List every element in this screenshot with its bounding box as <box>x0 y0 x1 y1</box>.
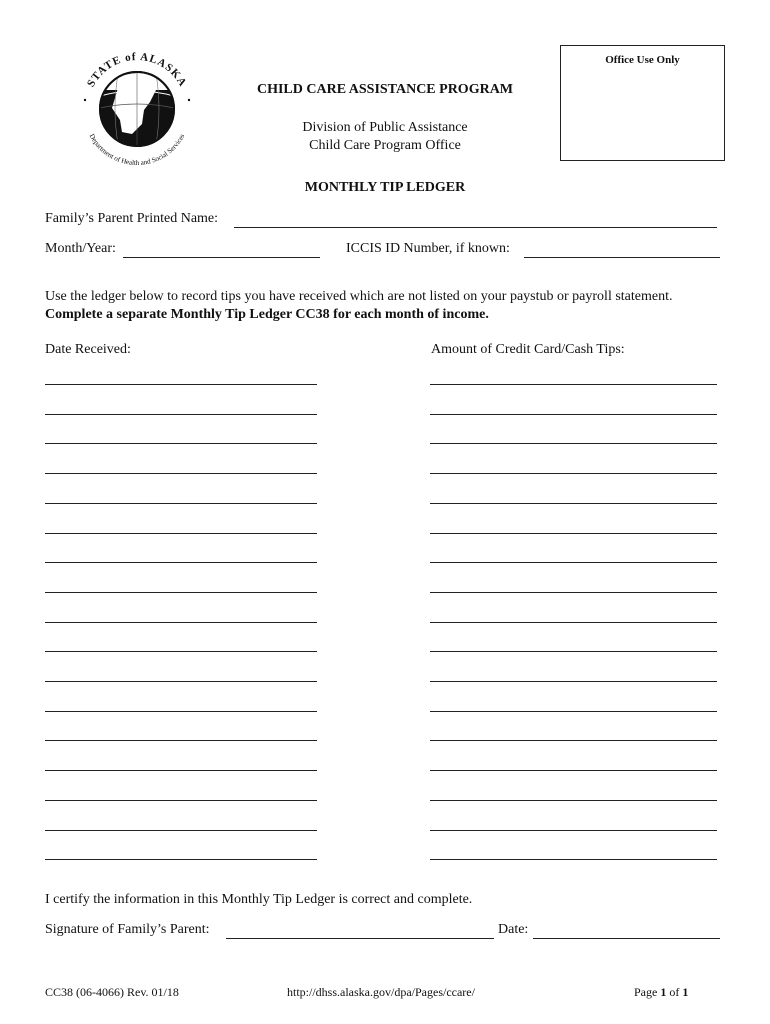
date-received-header: Date Received: <box>45 342 131 357</box>
tip-amount-line[interactable] <box>430 562 717 563</box>
date-received-line[interactable] <box>45 533 317 534</box>
tip-amount-line[interactable] <box>430 651 717 652</box>
tip-amount-line[interactable] <box>430 770 717 771</box>
office-use-label: Office Use Only <box>605 54 680 66</box>
footer-url: http://dhss.alaska.gov/dpa/Pages/ccare/ <box>287 985 475 999</box>
program-title: CHILD CARE ASSISTANCE PROGRAM <box>256 82 514 97</box>
signature-date-field[interactable] <box>533 938 720 939</box>
parent-name-field[interactable] <box>234 227 717 228</box>
page-current: 1 <box>660 985 667 999</box>
signature-field[interactable] <box>226 938 494 939</box>
date-received-line[interactable] <box>45 384 317 385</box>
instructions-text: Use the ledger below to record tips you have received which are not listed on your paystub or payroll statement. <box>45 289 673 304</box>
date-received-line[interactable] <box>45 681 317 682</box>
page-prefix: Page <box>634 985 661 999</box>
date-received-line[interactable] <box>45 740 317 741</box>
seal-top-text: STATE of ALASKA <box>85 50 189 90</box>
tip-amount-line[interactable] <box>430 622 717 623</box>
tip-amount-line[interactable] <box>430 414 717 415</box>
signature-date-label: Date: <box>498 922 529 937</box>
page-number <box>634 985 688 1000</box>
tip-amount-line[interactable] <box>430 740 717 741</box>
office-use-box <box>560 45 725 161</box>
date-received-line[interactable] <box>45 414 317 415</box>
month-year-field[interactable] <box>123 257 320 258</box>
date-received-line[interactable] <box>45 592 317 593</box>
certify-statement: I certify the information in this Monthly Tip Ledger is correct and complete. <box>45 892 473 907</box>
date-received-line[interactable] <box>45 473 317 474</box>
iccis-id-field[interactable] <box>524 257 720 258</box>
date-received-line[interactable] <box>45 711 317 712</box>
date-received-line[interactable] <box>45 859 317 860</box>
tip-amount-line[interactable] <box>430 859 717 860</box>
date-received-line[interactable] <box>45 503 317 504</box>
tip-amount-line[interactable] <box>430 443 717 444</box>
date-received-line[interactable] <box>45 800 317 801</box>
tip-amount-line[interactable] <box>430 384 717 385</box>
tip-amount-line[interactable] <box>430 830 717 831</box>
date-received-line[interactable] <box>45 562 317 563</box>
instructions-bold-text: Complete a separate Monthly Tip Ledger CC38 for each month of income. <box>45 307 489 322</box>
office-name: Child Care Program Office <box>309 138 461 153</box>
seal-bottom-text: Department of Health and Social Services <box>87 132 187 168</box>
tip-amount-line[interactable] <box>430 503 717 504</box>
iccis-id-label: ICCIS ID Number, if known: <box>346 241 510 256</box>
month-year-label: Month/Year: <box>45 241 116 256</box>
division-name: Division of Public Assistance <box>302 120 468 135</box>
tip-amount-line[interactable] <box>430 681 717 682</box>
date-received-line[interactable] <box>45 443 317 444</box>
tip-amount-line[interactable] <box>430 533 717 534</box>
date-received-line[interactable] <box>45 622 317 623</box>
parent-name-label: Family’s Parent Printed Name: <box>45 211 219 226</box>
page-of: of <box>666 985 683 999</box>
state-seal-logo <box>78 50 196 168</box>
page-total: 1 <box>682 985 689 999</box>
tip-amount-header: Amount of Credit Card/Cash Tips: <box>431 342 625 357</box>
tip-amount-line[interactable] <box>430 592 717 593</box>
tip-amount-line[interactable] <box>430 711 717 712</box>
date-received-line[interactable] <box>45 770 317 771</box>
signature-label: Signature of Family’s Parent: <box>45 922 210 937</box>
form-id: CC38 (06-4066) Rev. 01/18 <box>45 985 179 999</box>
tip-amount-line[interactable] <box>430 800 717 801</box>
date-received-line[interactable] <box>45 651 317 652</box>
form-title: MONTHLY TIP LEDGER <box>304 180 466 195</box>
date-received-line[interactable] <box>45 830 317 831</box>
tip-amount-line[interactable] <box>430 473 717 474</box>
